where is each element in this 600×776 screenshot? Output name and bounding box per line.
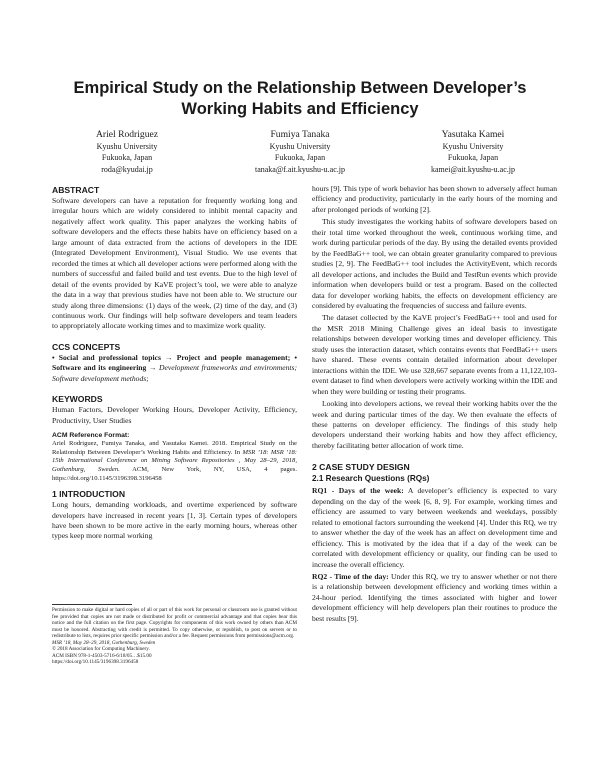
- footnote: [52, 607, 297, 666]
- author-block-2: [215, 128, 385, 175]
- footnote-venue: MSR ’18, May 28–29, 2018, Gothenburg, Sweden: [52, 639, 156, 646]
- ccs-bullet-2-detail: Development frameworks and environments; Software development methods: [52, 363, 297, 383]
- introduction-heading: 1 INTRODUCTION: [52, 489, 126, 500]
- abstract-heading: ABSTRACT: [52, 185, 100, 195]
- abstract-text: Software developers can have a reputation for frequently working long and irregular hours which are widely considered to inhibit mental capacity and negatively affect work quality. This paper analyzes the working habits of software developers and the effects these habits have on efficiency based on a large amount of data extracted from the actions of developers in the IDE (Integrated Development Environment), Visual Studio. We use events that recorded the times at which all developer actions were performed along with the numbers of successful and failed build and test events. Due to the high level of detail of the events provided by KaVE project’s tool, we were able to analyze the data in a way that previous studies have not been able to. We structure our study along three dimensions: (1) days of the week, (2) time of the day, and (3) continuous work. Our findings will help software developers and team leaders to appropriately allocate working times and to maximize work quality.: [52, 196, 297, 331]
- author-email: roda@kyudai.jp: [101, 164, 153, 174]
- rq2-paragraph: [312, 572, 557, 624]
- reference-text-2: ACM, New York, NY, USA, 4 pages. https://doi.org/10.1145/3196398.3196458: [52, 465, 297, 482]
- paragraph-2: This study investigates the working habits of software developers based on their total time worked throughout the week, continuous working time, and work during particular periods of the day. By using the detailed events provided by the FeedBaG++ tool, we can obtain greater granularity compared to previous studies [2, 9]. The FeedBaG++ tool includes the ActivityEvent, which records all developer actions, and includes the Build and TestRun events which provide information when developers build or test a program. Based on the collected data for developer working habits, the effects on development efficiency are considered by evaluating the frequencies of success and failure events.: [312, 217, 557, 310]
- paragraph-1: hours [9]. This type of work behavior has been shown to adversely affect human efficiency and productivity, particularly in the early hours of the morning and after prolonged periods of working [2].: [312, 184, 557, 214]
- rq1-label: RQ1 - Days of the week:: [312, 486, 404, 496]
- ccs-heading: CCS CONCEPTS: [52, 341, 121, 352]
- permission-notice: Permission to make digital or hard copies of all or part of this work for personal or classroom use is granted without fee provided that copies are not made or distributed for profit or commercial advantage and that copies bear this notice and the full citation on the first page. Copyrights for components of this work owned by others than ACM must be honored. Abstracting with credit is permitted. To copy otherwise, or republish, to post on servers or to redistribute to lists, requires prior specific permission and/or a fee. Request permissions from permissions@acm.org.: [52, 607, 297, 639]
- reference-text-1: Ariel Rodriguez, Fumiya Tanaka, and Yasutaka Kamei. 2018. Empirical Study on the Relationship Between Developer’s Working Habits and Efficiency. In: [52, 440, 297, 456]
- author-location: Fukuoka, Japan: [274, 153, 326, 163]
- author-affiliation: Kyushu University: [96, 142, 158, 151]
- footnote-isbn: ACM ISBN 978-1-4503-5716-6/18/05…$15.00: [52, 652, 152, 659]
- author-location: Fukuoka, Japan: [447, 153, 499, 163]
- ccs-text: [52, 353, 297, 384]
- author-block-3: [388, 128, 558, 175]
- author-email: tanaka@f.ait.kyushu-u.ac.jp: [254, 164, 345, 174]
- rq1-paragraph: [312, 486, 557, 570]
- paper-title: Empirical Study on the Relationship Between Developer’s Working Habits and Efficiency: [73, 79, 527, 118]
- footnote-divider: [52, 604, 132, 605]
- reference-format-text: [52, 440, 297, 483]
- author-name: Fumiya Tanaka: [270, 129, 330, 140]
- rq2-label: RQ2 - Time of the day:: [312, 571, 389, 581]
- author-affiliation: Kyushu University: [269, 142, 331, 151]
- footnote-copyright: © 2018 Association for Computing Machinery.: [52, 646, 150, 652]
- footnote-doi: https://doi.org/10.1145/3196398.3196458: [52, 659, 139, 665]
- reference-format-heading: ACM Reference Format:: [52, 432, 130, 440]
- section-2-1-heading: 2.1 Research Questions (RQs): [312, 474, 430, 484]
- ccs-bullet-2: ; • Software and its engineering →: [52, 352, 297, 373]
- introduction-text: Long hours, demanding workloads, and overtime experienced by software developers have increased in recent years [1, 3]. Certain types of developers have been shown to be more active in the early morning hours, whereas other types keep more normal working: [52, 500, 297, 541]
- author-name: Yasutaka Kamei: [441, 129, 505, 140]
- author-email: kamei@ait.kyushu-u.ac.jp: [430, 164, 515, 174]
- author-name: Ariel Rodriguez: [95, 129, 159, 140]
- author-block-1: [42, 128, 212, 175]
- author-affiliation: Kyushu University: [442, 142, 504, 151]
- rq1-text: A developer’s efficiency is expected to vary depending on the day of the week [6, 8, 9]. For example, working times and efficiency are assumed to vary between weekends and weekdays, possibly related to emotional factors surrounding the weekend [4]. Under this RQ, we try to answer whether the day of the week has an affect on development time and efficiency. This is motivated by the idea that if a day of the week can be correlated with development efficiency or quality, our finding can be used to increase the overall efficiency.: [312, 486, 557, 569]
- ccs-bullet-1: • Social and professional topics → Project and people management: [52, 352, 288, 362]
- keywords-text: Human Factors, Developer Working Hours, Developer Activity, Efficiency, Productivity, User Studies: [52, 405, 297, 425]
- paragraph-3: The dataset collected by the KaVE project’s FeedBaG++ tool and used for the MSR 2018 Mining Challenge gives an ideal basis to investigate relationships between developer working times and developer efficiency. This study uses the interaction dataset, which contains events that FeedBaG++ users have shared. These events contain detailed information about developer interactions within the IDE. We use 328,667 separate events from a 11,122,103-event dataset to find when developers were actively working within the IDE and when they were building or testing their programs.: [312, 313, 557, 396]
- author-location: Fukuoka, Japan: [101, 153, 153, 163]
- section-2-heading: 2 CASE STUDY DESIGN: [312, 462, 410, 473]
- ccs-end: ;: [146, 373, 149, 383]
- left-column: [52, 184, 297, 542]
- keywords-heading: KEYWORDS: [52, 394, 103, 405]
- rq2-text: Under this RQ, we try to answer whether or not there is a relationship between development efficiency and working times within a 24-hour period. Identifying the times associated with higher and lower development efficiency will help developers plan their routines to produce the best results [9].: [312, 571, 557, 623]
- right-column: [312, 184, 557, 624]
- reference-venue: MSR ’18: MSR ’18: 15th International Conference on Mining Software Repositories , May 28–29, 2018, Gothenburg, Sweden.: [52, 448, 298, 473]
- paragraph-4: Looking into developers actions, we reveal their working habits over the the week and during particular times of the day. We then evaluate the effects of these patterns on developer efficiency. The findings of this study help developers understand their working habits and how they affect efficiency, thereby facilitating better allocation of work time.: [312, 399, 557, 450]
